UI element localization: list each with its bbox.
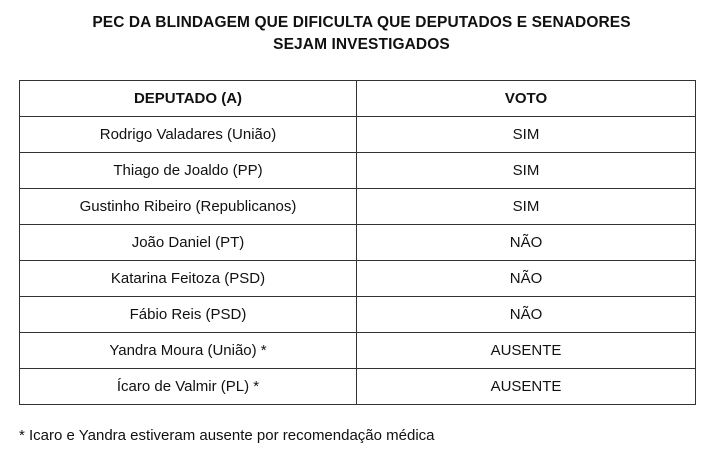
table-row: [20, 261, 696, 297]
table-row: [20, 333, 696, 369]
vote-cell: AUSENTE: [357, 333, 696, 369]
deputy-cell: Yandra Moura (União) *: [20, 333, 357, 369]
table-row: [20, 117, 696, 153]
deputy-cell: Rodrigo Valadares (União): [20, 117, 357, 153]
table-row: [20, 189, 696, 225]
vote-cell: NÃO: [357, 261, 696, 297]
title-line-2: SEJAM INVESTIGADOS: [273, 36, 450, 53]
table-row: [20, 225, 696, 261]
page-title: [0, 12, 723, 56]
vote-cell: NÃO: [357, 297, 696, 333]
deputy-cell: João Daniel (PT): [20, 225, 357, 261]
deputy-cell: Gustinho Ribeiro (Republicanos): [20, 189, 357, 225]
votes-table: [19, 80, 696, 405]
title-line-1: PEC DA BLINDAGEM QUE DIFICULTA QUE DEPUTADOS E SENADORES: [92, 14, 631, 31]
deputy-cell: Fábio Reis (PSD): [20, 297, 357, 333]
table-row: [20, 297, 696, 333]
deputy-cell: Ícaro de Valmir (PL) *: [20, 369, 357, 405]
deputy-cell: Katarina Feitoza (PSD): [20, 261, 357, 297]
header-deputy: DEPUTADO (A): [20, 81, 357, 117]
deputy-cell: Thiago de Joaldo (PP): [20, 153, 357, 189]
table-row: [20, 153, 696, 189]
vote-cell: SIM: [357, 189, 696, 225]
footnote: * Icaro e Yandra estiveram ausente por recomendação médica: [19, 427, 435, 444]
vote-cell: NÃO: [357, 225, 696, 261]
table-header-row: [20, 81, 696, 117]
vote-cell: SIM: [357, 153, 696, 189]
vote-cell: AUSENTE: [357, 369, 696, 405]
header-vote: VOTO: [357, 81, 696, 117]
table-row: [20, 369, 696, 405]
vote-cell: SIM: [357, 117, 696, 153]
